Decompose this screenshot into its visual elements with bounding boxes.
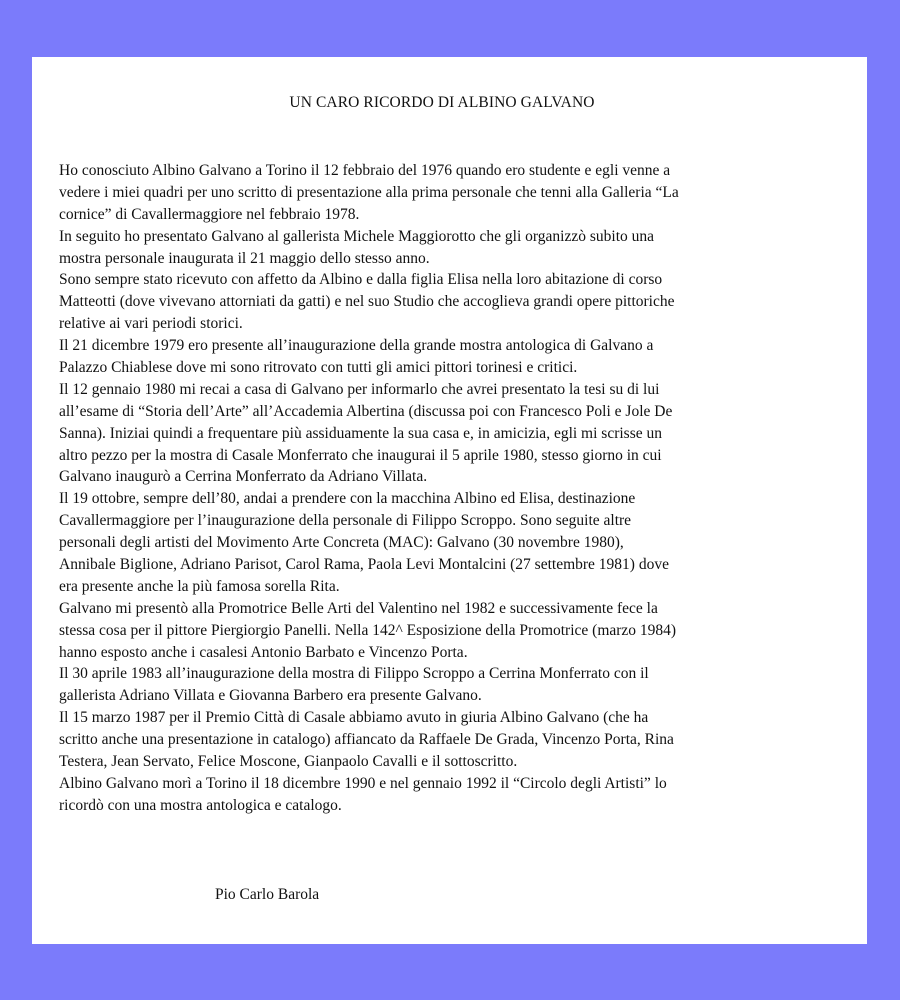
body-line: Il 12 gennaio 1980 mi recai a casa di Galvano per informarlo che avrei presentato la tesi su di lui	[59, 380, 660, 398]
body-line: mostra personale inaugurata il 21 maggio dello stesso anno.	[59, 249, 430, 267]
body-line: gallerista Adriano Villata e Giovanna Barbero era presente Galvano.	[59, 687, 482, 705]
body-line: Il 30 aprile 1983 all’inaugurazione della mostra di Filippo Scroppo a Cerrina Monferrato con il	[59, 665, 649, 683]
body-line: Il 21 dicembre 1979 ero presente all’inaugurazione della grande mostra antologica di Galvano a	[59, 337, 654, 355]
body-line: Il 19 ottobre, sempre dell’80, andai a prendere con la macchina Albino ed Elisa, destinazione	[59, 490, 636, 508]
body-line: Palazzo Chiablese dove mi sono ritrovato con tutti gli amici pittori torinesi e critici.	[59, 359, 578, 377]
body-line: Annibale Biglione, Adriano Parisot, Carol Rama, Paola Levi Montalcini (27 settembre 1981) dove	[59, 556, 669, 574]
body-line: Il 15 marzo 1987 per il Premio Città di Casale abbiamo avuto in giuria Albino Galvano (che ha	[59, 709, 649, 727]
body-line: Testera, Jean Servato, Felice Moscone, Gianpaolo Cavalli e il sottoscritto.	[59, 753, 518, 771]
body-line: Galvano inaugurò a Cerrina Monferrato da Adriano Villata.	[59, 468, 428, 486]
body-line: Sono sempre stato ricevuto con affetto da Albino e dalla figlia Elisa nella loro abitazione di corso	[59, 271, 663, 289]
body-line: Sanna). Iniziai quindi a frequentare più assiduamente la sua casa e, in amicizia, egli mi scrisse un	[59, 424, 662, 442]
document-body	[59, 160, 849, 817]
body-line: hanno esposto anche i casalesi Antonio Barbato e Vincenzo Porta.	[59, 643, 468, 661]
body-line: vedere i miei quadri per uno scritto di presentazione alla prima personale che tenni alla Galleria “La	[59, 183, 679, 201]
signature: Pio Carlo Barola	[215, 886, 320, 903]
body-line: ricordò con una mostra antologica e catalogo.	[59, 796, 342, 814]
body-line: Cavallermaggiore per l’inaugurazione della personale di Filippo Scroppo. Sono seguite altre	[59, 512, 632, 530]
body-line: scritto anche una presentazione in catalogo) affiancato da Raffaele De Grada, Vincenzo Porta, Rina	[59, 731, 674, 749]
body-line: Galvano mi presentò alla Promotrice Belle Arti del Valentino nel 1982 e successivamente fece la	[59, 599, 658, 617]
document-page	[32, 57, 867, 944]
body-line: Ho conosciuto Albino Galvano a Torino il 12 febbraio del 1976 quando ero studente e egli venne a	[59, 162, 671, 179]
body-line: Albino Galvano morì a Torino il 18 dicembre 1990 e nel gennaio 1992 il “Circolo degli Artisti” lo	[59, 774, 667, 792]
document-title: UN CARO RICORDO DI ALBINO GALVANO	[289, 94, 595, 111]
body-line: stessa cosa per il pittore Piergiorgio Panelli. Nella 142^ Esposizione della Promotrice (marzo 1984)	[59, 621, 677, 639]
body-line: cornice” di Cavallermaggiore nel febbraio 1978.	[59, 205, 360, 223]
body-line: Matteotti (dove vivevano attorniati da gatti) e nel suo Studio che accoglieva grandi opere pittoriche	[59, 293, 675, 311]
body-line: altro pezzo per la mostra di Casale Monferrato che inaugurai il 5 aprile 1980, stesso giorno in cui	[59, 446, 662, 464]
body-line: relative ai vari periodi storici.	[59, 315, 243, 333]
body-line: era presente anche la più famosa sorella Rita.	[59, 577, 340, 595]
body-line: In seguito ho presentato Galvano al gallerista Michele Maggiorotto che gli organizzò subito una	[59, 227, 655, 245]
body-line: all’esame di “Storia dell’Arte” all’Accademia Albertina (discussa poi con Francesco Poli e Jole De	[59, 402, 673, 420]
body-line: personali degli artisti del Movimento Arte Concreta (MAC): Galvano (30 novembre 1980),	[59, 534, 624, 552]
